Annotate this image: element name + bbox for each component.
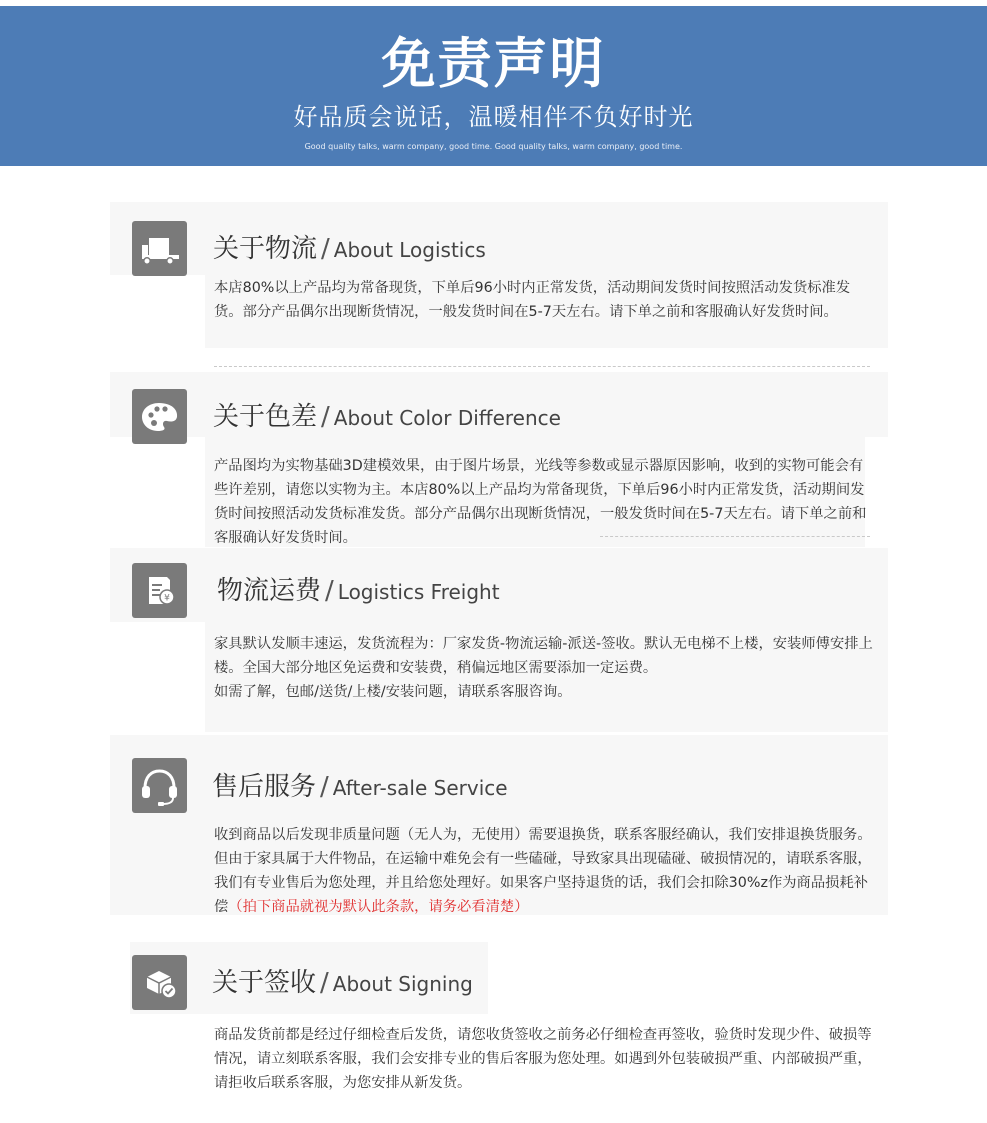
section-title: 物流运费 / Logistics Freight [217, 576, 500, 606]
section-title: 售后服务 / After-sale Service [212, 772, 508, 802]
freight-bill-icon [132, 563, 187, 618]
section-title: 关于物流 / About Logistics [213, 234, 486, 264]
section-body: 商品发货前都是经过仔细检查后发货，请您收货签收之前务必仔细检查再签收，验货时发现少件、破损等情况，请立刻联系客服，我们会安排专业的售后客服为您处理。如遇到外包装破损严重、内部破损严重，请拒收后联系客服，为您安排从新发货。 [214, 1027, 872, 1091]
headset-icon [132, 758, 187, 813]
section-body [214, 823, 874, 919]
section-body-text: 收到商品以后发现非质量问题（无人为，无使用）需要退换货，联系客服经确认，我们安排退换货服务。但由于家具属于大件物品，在运输中难免会有一些磕碰，导致家具出现磕碰、破损情况的，请联系客服，我们有专业售后为您处理，并且给您处理好。如果客户坚持退货的话，我们会扣除30%z作为商品损耗补偿 [214, 827, 872, 915]
section-title: 关于签收 / About Signing [212, 968, 473, 998]
section-body: 产品图均为实物基础3D建模效果，由于图片场景，光线等参数或显示器原因影响，收到的实物可能会有些许差别，请您以实物为主。本店80%以上产品均为常备现货，下单后96小时内正常发货，活动期间发货时间按照活动发货标准发货。部分产品偶尔出现断货情况，一般发货时间在5-7天左右。请下单之前和客服确认好发货时间。 [214, 458, 867, 546]
palette-icon [132, 389, 187, 444]
header-banner [0, 6, 987, 166]
section-body-paragraph: 家具默认发顺丰速运，发货流程为：厂家发货-物流运输-派送-签收。默认无电梯不上楼，安装师傅安排上楼。全国大部分地区免运费和安装费，稍偏远地区需要添加一定运费。 [214, 636, 873, 676]
package-check-icon [132, 955, 187, 1010]
section-title: 关于色差 / About Color Difference [213, 402, 561, 432]
section-body [214, 632, 874, 704]
section-body-paragraph: 如需了解，包邮/送货/上楼/安装问题，请联系客服咨询。 [214, 684, 572, 700]
warning-text: （拍下商品就视为默认此条款，请务必看清楚） [228, 899, 529, 915]
truck-icon [132, 221, 187, 276]
svg-text:¥: ¥ [164, 593, 170, 604]
section-body: 本店80%以上产品均为常备现货，下单后96小时内正常发货，活动期间发货时间按照活动发货标准发货。部分产品偶尔出现断货情况，一般发货时间在5-7天左右。请下单之前和客服确认好发货时间。 [214, 280, 851, 320]
page-title: 免责声明 [381, 32, 606, 95]
page-subtitle: 好品质会说话，温暖相伴不负好时光 [293, 103, 694, 131]
divider [600, 536, 870, 537]
divider [214, 366, 870, 367]
page-tagline: Good quality talks, warm company, good time. Good quality talks, warm company, good time. [304, 142, 683, 151]
